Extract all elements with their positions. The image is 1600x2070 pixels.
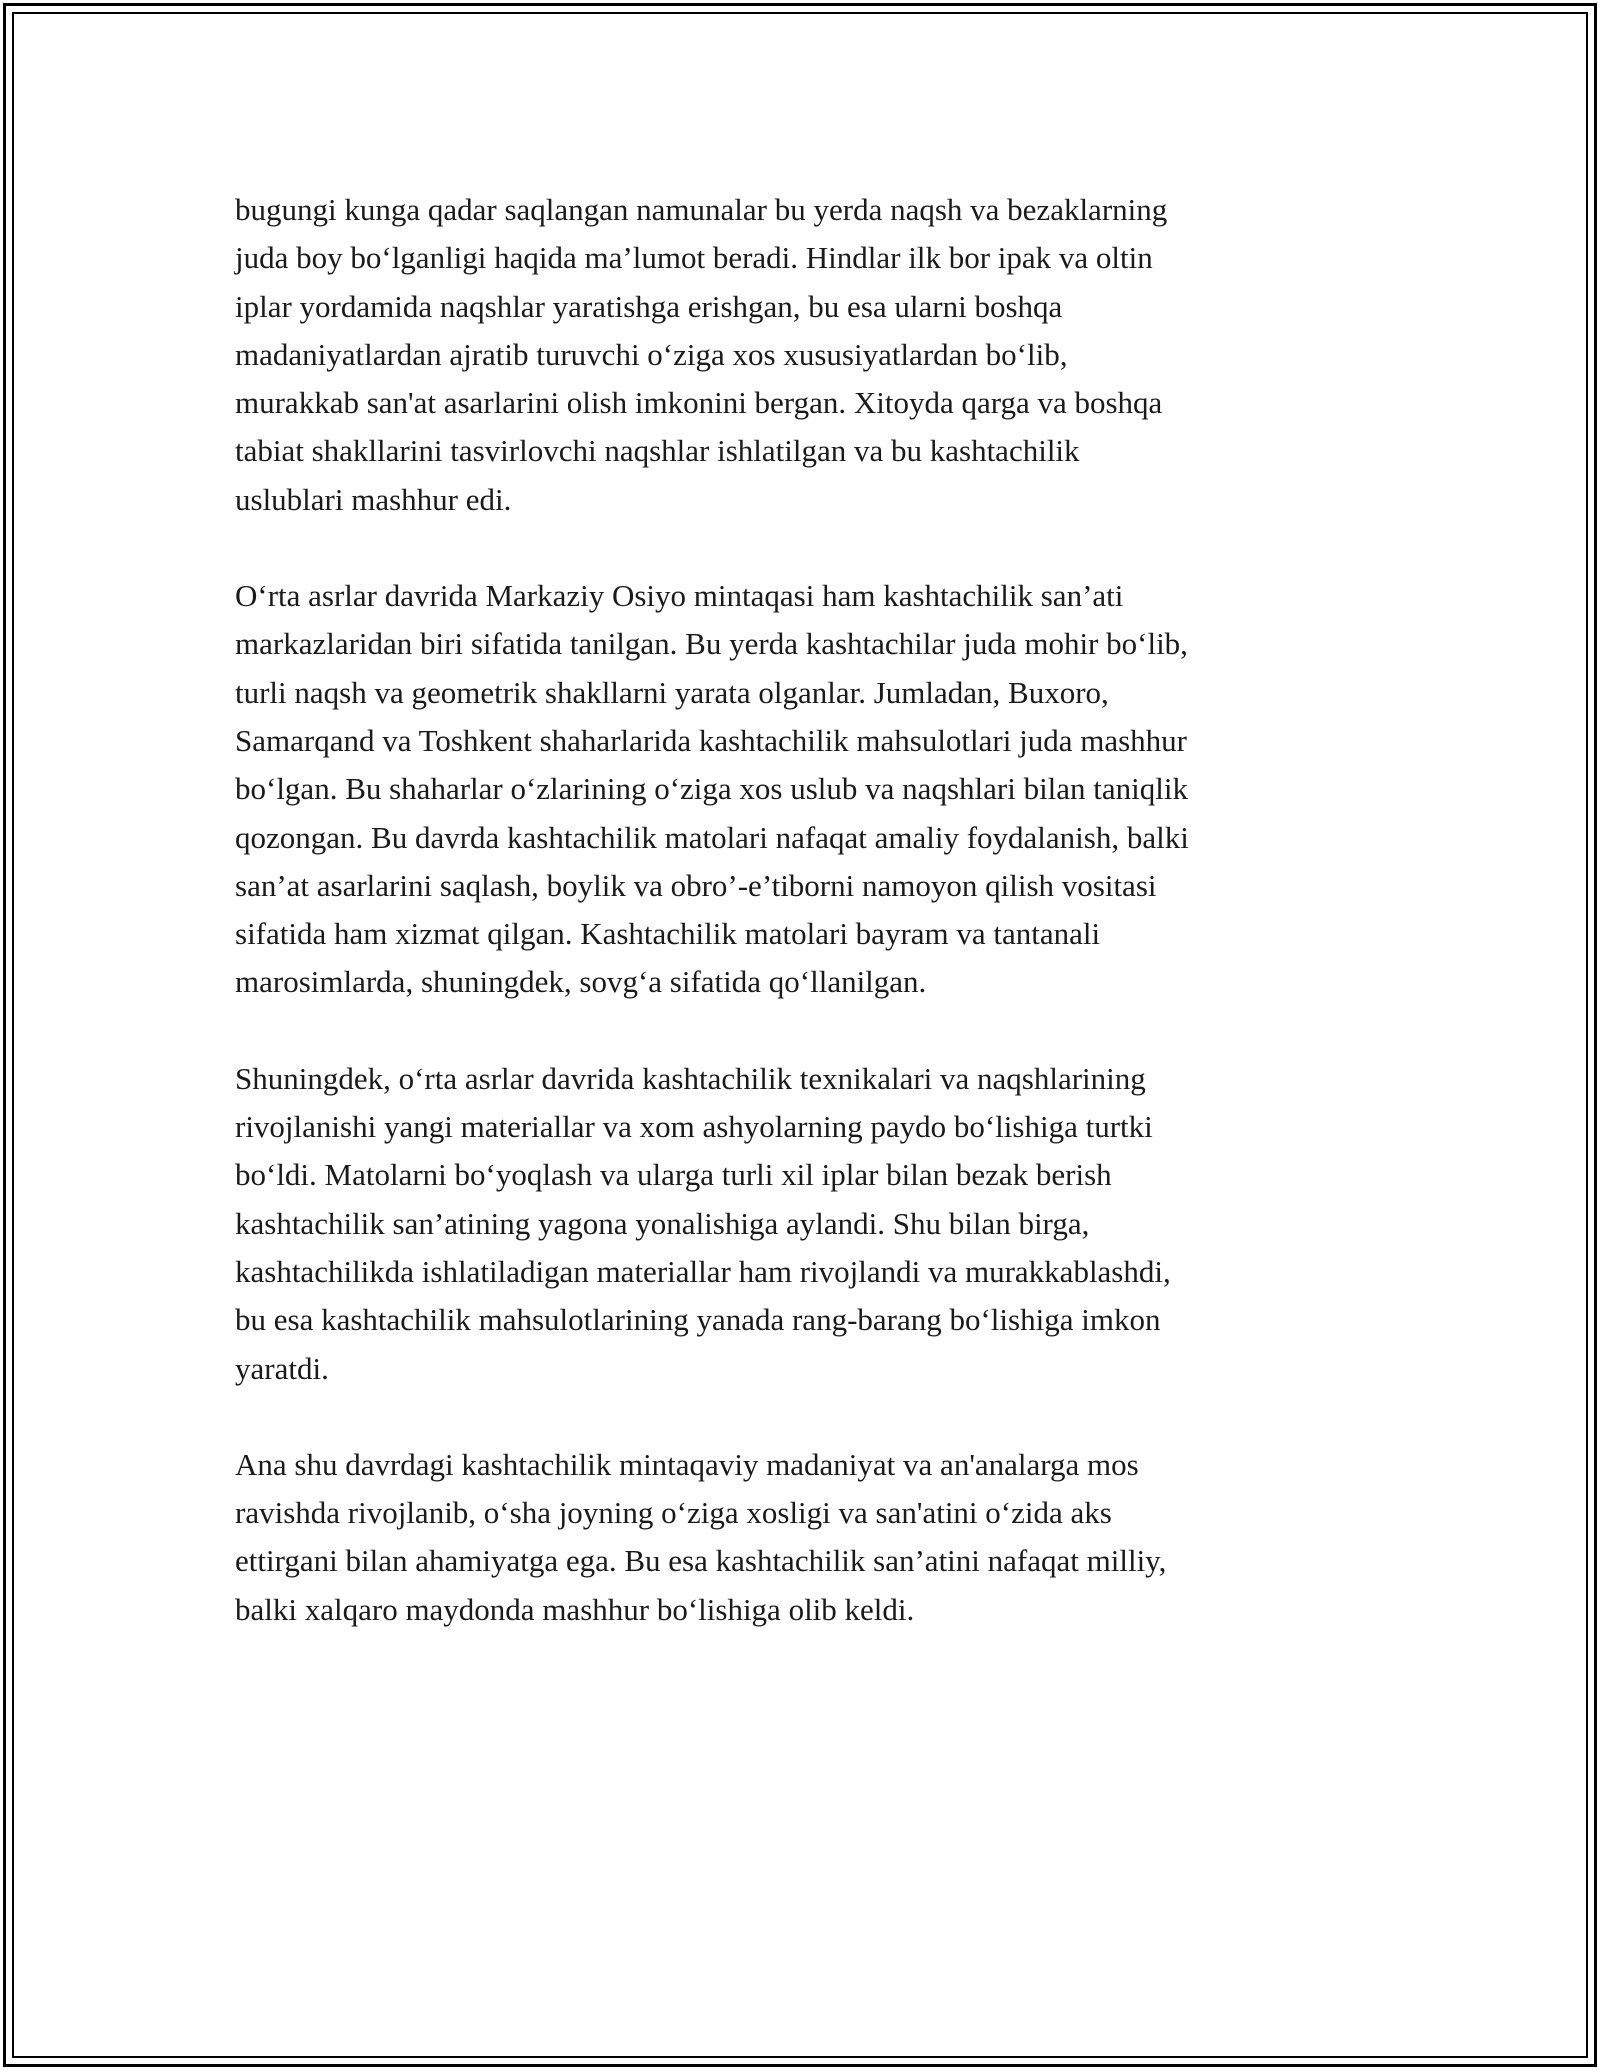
- paragraph-3: [235, 1055, 1375, 1393]
- text-line: ettirgani bilan ahamiyatga ega. Bu esa kashtachilik san’atini nafaqat milliy,: [235, 1543, 1167, 1579]
- text-line: O‘rta asrlar davrida Markaziy Osiyo mintaqasi ham kashtachilik san’ati: [235, 578, 1124, 614]
- page-content: [235, 186, 1375, 1682]
- text-line: bo‘lgan. Bu shaharlar o‘zlarining o‘ziga xos uslub va naqshlari bilan taniqlik: [235, 771, 1189, 807]
- text-line: rivojlanishi yangi materiallar va xom ashyolarning paydo bo‘lishiga turtki: [235, 1109, 1153, 1145]
- text-line: bo‘ldi. Matolarni bo‘yoqlash va ularga turli xil iplar bilan bezak berish: [235, 1157, 1112, 1193]
- text-line: madaniyatlardan ajratib turuvchi o‘ziga xos xususiyatlardan bo‘lib,: [235, 336, 1068, 372]
- text-line: bu esa kashtachilik mahsulotlarining yanada rang-barang bo‘lishiga imkon: [235, 1302, 1161, 1338]
- text-line: uslublari mashhur edi.: [235, 481, 512, 517]
- text-line: Ana shu davrdagi kashtachilik mintaqaviy madaniyat va an'analarga mos: [235, 1446, 1139, 1482]
- text-line: yaratdi.: [235, 1350, 329, 1386]
- text-line: Shuningdek, o‘rta asrlar davrida kashtachilik texnikalari va naqshlarining: [235, 1060, 1146, 1096]
- paragraph-2: [235, 572, 1375, 1007]
- text-line: ravishda rivojlanib, o‘sha joyning o‘ziga xosligi va san'atini o‘zida aks: [235, 1495, 1112, 1531]
- text-line: turli naqsh va geometrik shakllarni yarata olganlar. Jumladan, Buxoro,: [235, 674, 1109, 710]
- text-line: kashtachilikda ishlatiladigan materiallar ham rivojlandi va murakkablashdi,: [235, 1253, 1171, 1289]
- text-line: san’at asarlarini saqlash, boylik va obro’-e’tiborni namoyon qilish vositasi: [235, 867, 1157, 903]
- text-line: sifatida ham xizmat qilgan. Kashtachilik matolari bayram va tantanali: [235, 916, 1101, 952]
- text-line: kashtachilik san’atining yagona yonalishiga aylandi. Shu bilan birga,: [235, 1205, 1090, 1241]
- text-line: murakkab san'at asarlarini olish imkonini bergan. Xitoyda qarga va boshqa: [235, 385, 1163, 421]
- text-line: markazlaridan biri sifatida tanilgan. Bu yerda kashtachilar juda mohir bo‘lib,: [235, 626, 1188, 662]
- paragraph-4: [235, 1441, 1375, 1634]
- text-line: qozongan. Bu davrda kashtachilik matolari nafaqat amaliy foydalanish, balki: [235, 819, 1189, 855]
- text-line: Samarqand va Toshkent shaharlarida kashtachilik mahsulotlari juda mashhur: [235, 722, 1187, 758]
- paragraph-1: [235, 186, 1375, 524]
- text-line: iplar yordamida naqshlar yaratishga erishgan, bu esa ularni boshqa: [235, 288, 1063, 324]
- text-line: juda boy bo‘lganligi haqida ma’lumot beradi. Hindlar ilk bor ipak va oltin: [235, 240, 1153, 276]
- text-line: balki xalqaro maydonda mashhur bo‘lishiga olib keldi.: [235, 1591, 915, 1627]
- text-line: marosimlarda, shuningdek, sovg‘a sifatida qo‘llanilgan.: [235, 964, 927, 1000]
- text-line: tabiat shakllarini tasvirlovchi naqshlar ishlatilgan va bu kashtachilik: [235, 433, 1080, 469]
- text-line: bugungi kunga qadar saqlangan namunalar bu yerda naqsh va bezaklarning: [235, 192, 1168, 227]
